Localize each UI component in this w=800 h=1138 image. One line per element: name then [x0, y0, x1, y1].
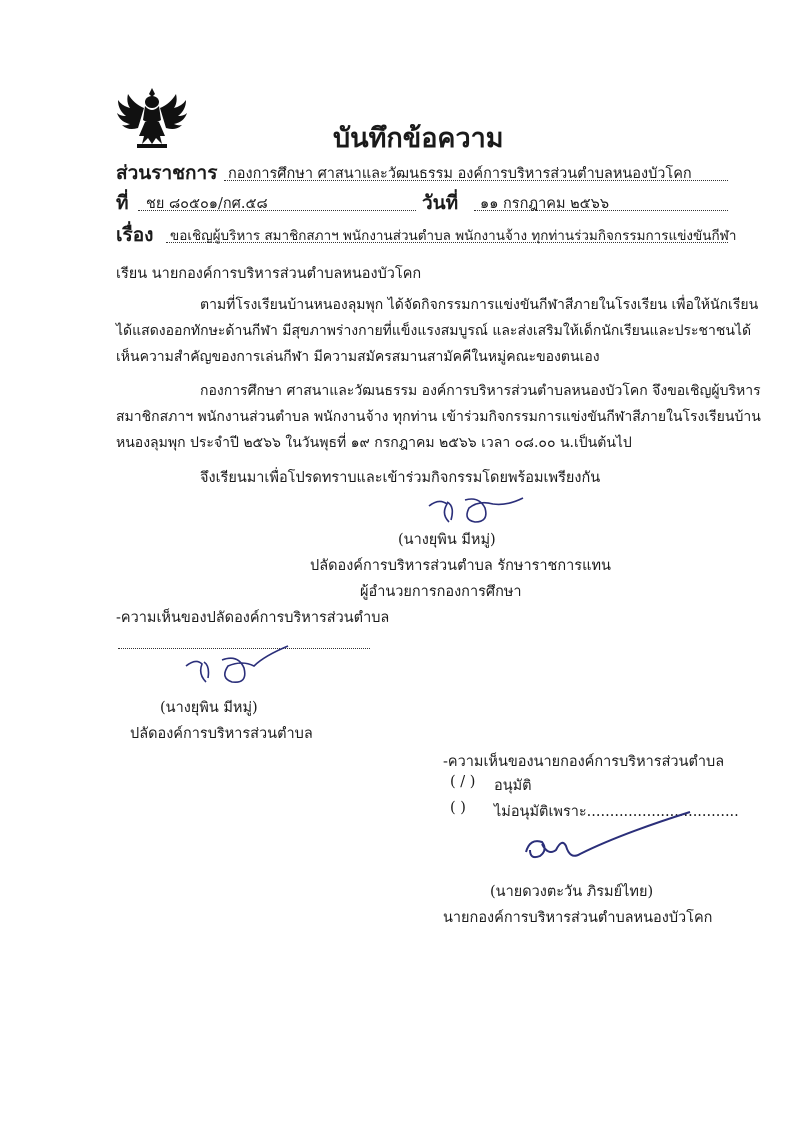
- ref-label: ที่: [116, 192, 129, 214]
- date-value: ๑๑ กรกฎาคม ๒๕๖๖: [480, 196, 610, 212]
- signature-1-position-2: ผู้อำนวยการกองการศึกษา: [360, 584, 522, 600]
- approve-label: อนุมัติ: [494, 778, 532, 794]
- paragraph-1-line-1: ตามที่โรงเรียนบ้านหนองลุมพุก ได้จัดกิจกรรมการแข่งขันกีฬาสีภายในโรงเรียน เพื่อให้นักเรียน: [200, 297, 759, 313]
- ref-value: ชย ๘๐๕๐๑/กศ.๕๘: [146, 196, 268, 212]
- reject-checkbox[interactable]: ( ): [450, 800, 466, 816]
- reject-label: ไม่อนุมัติเพราะ.................................: [494, 804, 739, 820]
- mayor-opinion-label: -ความเห็นของนายกองค์การบริหารส่วนตำบล: [443, 754, 725, 770]
- deputy-opinion-dotline: [118, 648, 370, 649]
- subject-value: ขอเชิญผู้บริหาร สมาชิกสภาฯ พนักงานส่วนตำบล พนักงานจ้าง ทุกท่านร่วมกิจกรรมการแข่งขันกีฬา: [170, 228, 737, 244]
- deputy-position: ปลัดองค์การบริหารส่วนตำบล: [130, 726, 313, 742]
- date-dotline: [474, 210, 728, 211]
- to-line: เรียน นายกองค์การบริหารส่วนตำบลหนองบัวโคก: [116, 266, 422, 282]
- date-label: วันที่: [422, 192, 459, 214]
- mayor-position: นายกองค์การบริหารส่วนตำบลหนองบัวโคก: [443, 910, 713, 926]
- agency-dotline: [224, 180, 728, 181]
- paragraph-2-line-1: กองการศึกษา ศาสนาและวัฒนธรรม องค์การบริหารส่วนตำบลหนองบัวโคก จึงขอเชิญผู้บริหาร: [200, 383, 761, 399]
- signature-3: [520, 814, 730, 874]
- deputy-opinion-label: -ความเห็นของปลัดองค์การบริหารส่วนตำบล: [116, 610, 390, 626]
- paragraph-1-line-3: เห็นความสำคัญของการเล่นกีฬา มีความสมัครสมานสามัคคีในหมู่คณะของตนเอง: [116, 349, 600, 365]
- subject-label: เรื่อง: [116, 224, 154, 246]
- garuda-emblem: [115, 86, 189, 152]
- subject-dotline: [166, 242, 728, 243]
- memo-title: บันทึกข้อความ: [333, 123, 504, 154]
- paragraph-2-line-2: สมาชิกสภาฯ พนักงานส่วนตำบล พนักงานจ้าง ทุกท่าน เข้าร่วมกิจกรรมการแข่งขันกีฬาสีภายในโรงเรียนบ้าน: [116, 409, 761, 425]
- paragraph-1-line-2: ได้แสดงออกทักษะด้านกีฬา มีสุขภาพร่างกายที่แข็งแรงสมบูรณ์ และส่งเสริมให้เด็กนักเรียนและประชาชนได้: [116, 323, 752, 339]
- signature-2: [180, 650, 300, 698]
- approve-checkbox[interactable]: ( / ): [450, 774, 476, 790]
- ref-dotline: [138, 210, 416, 211]
- paragraph-2-line-3: หนองลุมพุก ประจำปี ๒๕๖๖ ในวันพุธที่ ๑๙ กรกฎาคม ๒๕๖๖ เวลา ๐๘.๐๐ น.เป็นต้นไป: [116, 435, 632, 451]
- agency-value: กองการศึกษา ศาสนาและวัฒนธรรม องค์การบริหารส่วนตำบลหนองบัวโคก: [228, 166, 692, 182]
- signature-1-position-1: ปลัดองค์การบริหารส่วนตำบล รักษาราชการแทน: [310, 558, 611, 574]
- agency-label: ส่วนราชการ: [116, 162, 218, 184]
- signature-1: [425, 492, 535, 532]
- signature-1-name: (นางยุพิน มีหมู่): [398, 532, 496, 548]
- deputy-name: (นางยุพิน มีหมู่): [160, 700, 258, 716]
- mayor-name: (นายดวงตะวัน ภิรมย์ไทย): [490, 884, 654, 900]
- closing-line: จึงเรียนมาเพื่อโปรดทราบและเข้าร่วมกิจกรรมโดยพร้อมเพรียงกัน: [200, 470, 601, 486]
